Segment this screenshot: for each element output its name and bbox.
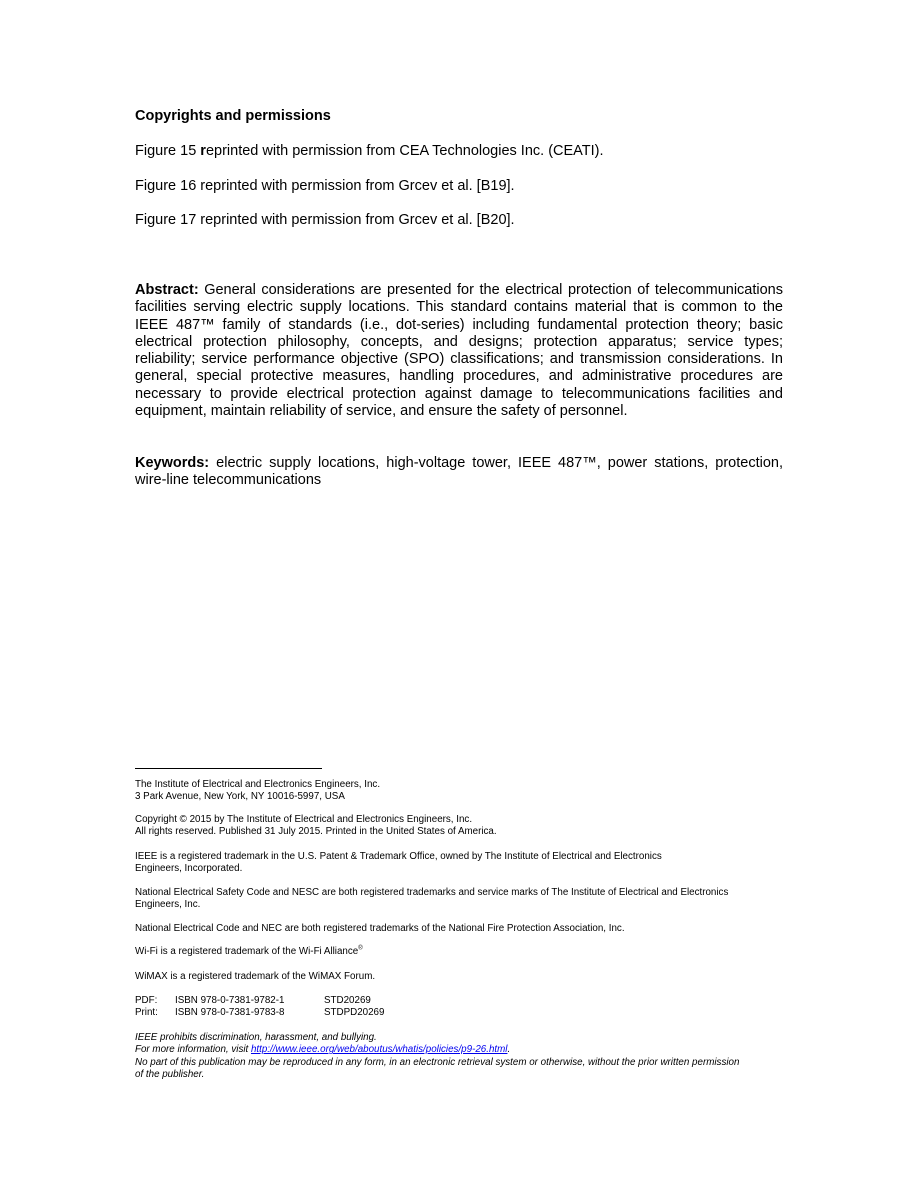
institute-line-2: 3 Park Avenue, New York, NY 10016-5997, USA [135,791,345,803]
isbn-row-pdf [135,995,384,1007]
figure-15-permission [135,143,604,159]
reproduction-line-1: No part of this publication may be reproduced in any form, in an electronic retrieval system or otherwise, without the prior written permission [135,1056,740,1068]
ieee-tm-line-1: IEEE is a registered trademark in the U.S. Patent & Trademark Office, owned by The Institute of Electrical and Electronics [135,851,662,862]
copyright-notice [135,814,783,839]
nec-trademark-notice: National Electrical Code and NEC are both registered trademarks of the National Fire Protection Association, Inc. [135,923,625,934]
policy-line-1: IEEE prohibits discrimination, harassment, and bullying. [135,1032,377,1043]
fig15-bold-letter: r [200,143,206,159]
policy-notice [135,1032,783,1081]
isbn-format: Print: [135,1007,158,1019]
fig15-pre: Figure 15 [135,143,201,159]
isbn-block [135,995,384,1020]
institute-line-1: The Institute of Electrical and Electronics Engineers, Inc. [135,779,381,790]
figure-17-permission: Figure 17 reprinted with permission from Grcev et al. [B20]. [135,212,515,228]
isbn-format: PDF: [135,995,158,1006]
keywords-label: Keywords: [135,455,210,471]
institute-address [135,779,783,804]
wifi-trademark-notice [135,946,783,958]
figure-16-permission: Figure 16 reprinted with permission from Grcev et al. [B19]. [135,178,515,194]
ieee-trademark-notice [135,851,783,876]
keywords-text: electric supply locations, high-voltage tower, IEEE 487™, power stations, protection, wire-line telecommunications [135,455,783,489]
fig15-post: eprinted with permission from CEA Technologies Inc. (CEATI). [205,143,604,159]
copyright-line-2: All rights reserved. Published 31 July 2015. Printed in the United States of America. [135,826,497,838]
footnote-divider [135,768,322,769]
policy-link[interactable]: http://www.ieee.org/web/aboutus/whatis/policies/p9-26.html [250,1044,508,1056]
isbn-number: ISBN 978-0-7381-9783-8 [175,1007,285,1019]
nesc-line-1: National Electrical Safety Code and NESC are both registered trademarks and service marks of The Institute of Electrical and Electronics [135,887,729,898]
isbn-code: STD20269 [324,995,371,1006]
abstract-text: General considerations are presented for the electrical protection of telecommunications facilities serving electric supply locations. This standard contains material that is common to the IEEE 487™ family of standards (i.e., dot-series) including fundamental protection theory; basic electrical protection philosophy, concepts, and designs; protection apparatus; service types; reliability; service performance objective (SPO) classifications; and transmission considerations. In general, special protective measures, handling procedures, and administrative procedures are necessary to provide electrical protection against damage to telecommunications facilities and equipment, maintain reliability of service, and ensure the safety of personnel. [135,282,783,420]
abstract-label: Abstract: [135,282,199,298]
policy-line-2-post: . [507,1044,511,1056]
wifi-text: Wi-Fi is a registered trademark of the Wi-Fi Alliance [135,946,359,957]
isbn-number: ISBN 978-0-7381-9782-1 [175,995,285,1006]
nesc-trademark-notice [135,887,783,912]
isbn-row-print [135,1007,384,1019]
copyrights-heading: Copyrights and permissions [135,108,331,124]
registered-mark: ® [358,945,363,952]
copyright-line-1: Copyright © 2015 by The Institute of Electrical and Electronics Engineers, Inc. [135,814,473,825]
ieee-tm-line-2: Engineers, Incorporated. [135,863,243,875]
keywords-paragraph [135,455,783,490]
policy-line-2-pre: For more information, visit [135,1044,251,1056]
nesc-line-2: Engineers, Inc. [135,899,201,911]
reproduction-line-2: of the publisher. [135,1068,205,1080]
isbn-code: STDPD20269 [324,1007,385,1019]
abstract-paragraph [135,282,783,420]
wimax-trademark-notice: WiMAX is a registered trademark of the WiMAX Forum. [135,971,376,982]
